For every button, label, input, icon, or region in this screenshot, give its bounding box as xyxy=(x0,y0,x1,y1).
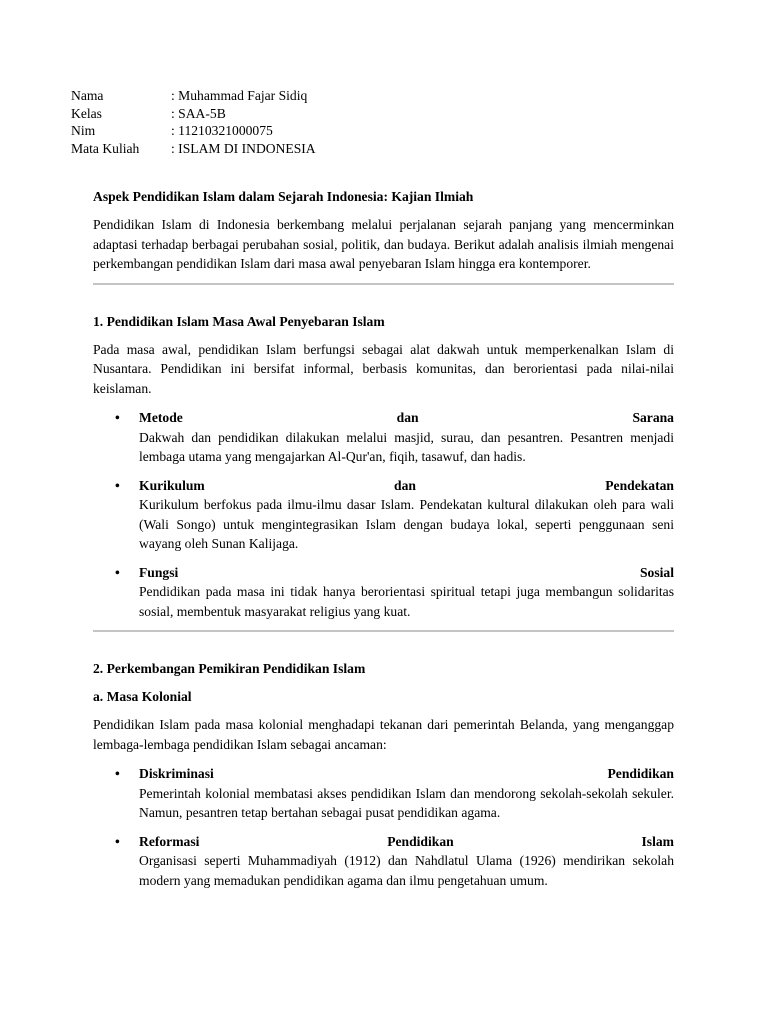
list-item xyxy=(93,476,674,554)
section-1-paragraph: Pada masa awal, pendidikan Islam berfungsi sebagai alat dakwah untuk memperkenalkan Islam di Nusantara. Pendidikan ini bersifat informal, berbasis komunitas, dan berorientasi pada nilai-nilai keislaman. xyxy=(93,341,674,396)
bullet-text: Dakwah dan pendidikan dilakukan melalui masjid, surau, dan pesantren. Pesantren menjadi lembaga utama yang mengajarkan Al-Qur'an, fiqih, tasawuf, dan hadis. xyxy=(139,429,674,464)
section-2-paragraph: Pendidikan Islam pada masa kolonial menghadapi tekanan dari pemerintah Belanda, yang menganggap lembaga-lembaga pendidikan Islam sebagai ancaman: xyxy=(93,717,674,752)
bullet-heading: Kurikulum dan Pendekatan xyxy=(139,477,674,493)
list-item xyxy=(93,563,674,622)
info-value: : 11210321000075 xyxy=(171,123,273,138)
bullet-icon: • xyxy=(115,477,120,493)
section-1-bullets xyxy=(93,408,674,621)
bullet-icon: • xyxy=(115,410,120,425)
bullet-icon: • xyxy=(115,766,120,781)
bullet-text: Organisasi seperti Muhammadiyah (1912) dan Nahdlatul Ulama (1926) mendirikan sekolah modern yang memadukan pendidikan agama dan ilmu pengetahuan umum. xyxy=(139,853,674,888)
info-row-mata-kuliah xyxy=(71,140,316,158)
list-item xyxy=(93,832,674,891)
info-value: : Muhammad Fajar Sidiq xyxy=(171,88,308,103)
document-title: Aspek Pendidikan Islam dalam Sejarah Indonesia: Kajian Ilmiah xyxy=(93,189,474,204)
bullet-text: Kurikulum berfokus pada ilmu-ilmu dasar Islam. Pendekatan kultural dilakukan oleh para wali (Wali Songo) untuk mengintegrasikan Islam dengan budaya lokal, seperti penggunaan seni wayang oleh Sunan Kalijaga. xyxy=(139,497,674,551)
info-label: Nama xyxy=(71,88,104,103)
list-item xyxy=(93,764,674,823)
info-row-nim xyxy=(71,122,316,140)
section-2-bullets xyxy=(93,764,674,890)
bullet-heading: Metode dan Sarana xyxy=(139,410,674,425)
section-2-heading: 2. Perkembangan Pemikiran Pendidikan Islam xyxy=(93,661,366,676)
list-item xyxy=(93,408,674,467)
section-2a-subheading: a. Masa Kolonial xyxy=(93,689,192,704)
section-1-heading: 1. Pendidikan Islam Masa Awal Penyebaran Islam xyxy=(93,313,385,329)
document-body xyxy=(93,187,674,890)
bullet-text: Pendidikan pada masa ini tidak hanya berorientasi spiritual tetapi juga membangun solidaritas sosial, membentuk masyarakat religius yang kuat. xyxy=(139,584,674,619)
info-row-nama xyxy=(71,87,316,105)
horizontal-rule xyxy=(93,283,674,285)
info-row-kelas xyxy=(71,105,316,123)
bullet-heading: Reformasi Pendidikan Islam xyxy=(139,833,674,849)
info-value: : ISLAM DI INDONESIA xyxy=(171,140,316,156)
bullet-heading: Diskriminasi Pendidikan xyxy=(139,766,674,781)
bullet-icon: • xyxy=(115,833,120,849)
info-label: Nim xyxy=(71,123,96,138)
horizontal-rule xyxy=(93,630,674,632)
info-label: Kelas xyxy=(71,105,102,121)
intro-paragraph: Pendidikan Islam di Indonesia berkembang melalui perjalanan sejarah panjang yang mencerminkan adaptasi terhadap berbagai perubahan sosial, politik, dan budaya. Berikut adalah analisis ilmiah mengenai perkembangan pendidikan Islam dari masa awal penyebaran Islam hingga era kontemporer. xyxy=(93,217,674,271)
info-label: Mata Kuliah xyxy=(71,140,140,156)
student-info xyxy=(71,87,316,157)
info-value: : SAA-5B xyxy=(171,105,226,121)
bullet-text: Pemerintah kolonial membatasi akses pendidikan Islam dan mendorong sekolah-sekolah sekuler. Namun, pesantren tetap bertahan sebagai pusat pendidikan agama. xyxy=(139,785,674,820)
bullet-icon: • xyxy=(115,564,120,580)
bullet-heading: Fungsi Sosial xyxy=(139,564,674,580)
